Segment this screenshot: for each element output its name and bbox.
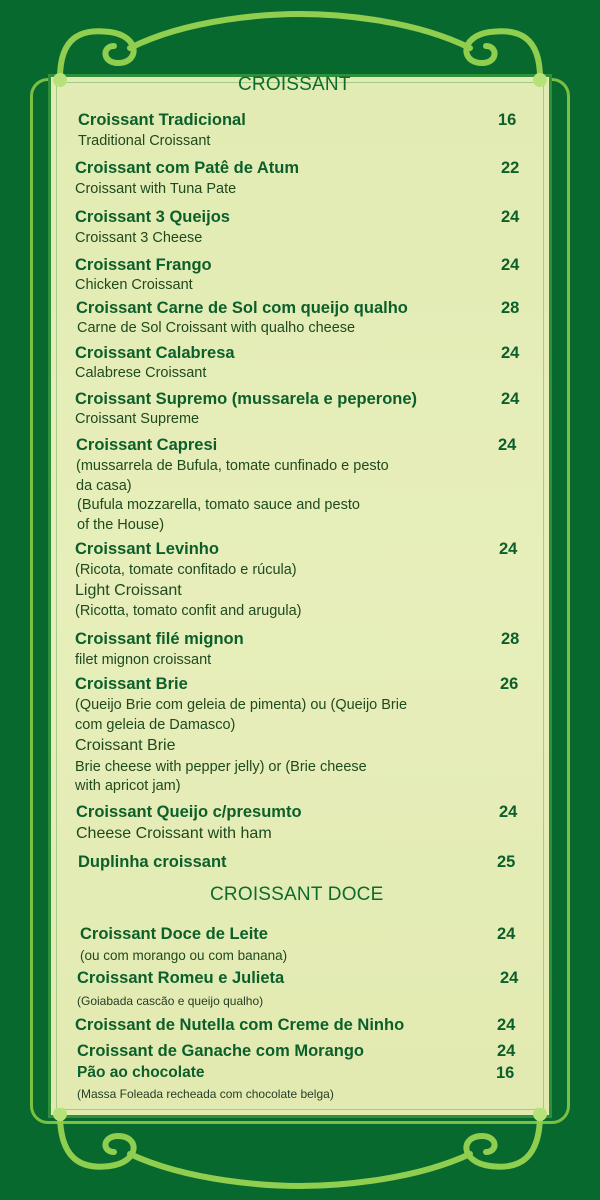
item-name: Croissant Doce de Leite [80, 925, 268, 943]
item-name: Duplinha croissant [78, 853, 227, 871]
item-desc: Carne de Sol Croissant with qualho cheese [77, 320, 356, 336]
item-name: Croissant filé mignon [75, 630, 244, 648]
item-desc: Croissant 3 Cheese [75, 230, 203, 246]
item-name: Croissant Calabresa [75, 344, 235, 362]
item-desc: Brie cheese with pepper jelly) or (Brie cheese [75, 759, 367, 775]
item-name: Croissant Carne de Sol com queijo qualho [76, 299, 408, 317]
item-price: 24 [501, 208, 520, 226]
item-desc: (Massa Foleada recheada com chocolate belga) [77, 1087, 334, 1101]
item-name: Croissant de Nutella com Creme de Ninho [75, 1016, 405, 1034]
section-title-croissant-doce: CROISSANT DOCE [210, 884, 384, 905]
item-name: Pão ao chocolate [77, 1064, 205, 1081]
item-price: 28 [501, 299, 520, 317]
item-desc: Croissant with Tuna Pate [75, 181, 237, 197]
item-price: 22 [501, 159, 520, 177]
item-price: 24 [501, 390, 520, 408]
item-price: 24 [501, 256, 520, 274]
item-name: Croissant Romeu e Julieta [77, 969, 285, 987]
item-price: 24 [497, 1042, 516, 1060]
item-price: 24 [499, 540, 518, 558]
item-name: Croissant Levinho [75, 540, 219, 558]
item-name: Croissant com Patê de Atum [75, 159, 300, 177]
item-price: 24 [500, 969, 519, 987]
item-desc: filet mignon croissant [75, 652, 212, 668]
item-name: Croissant Capresi [76, 436, 218, 454]
item-desc: Calabrese Croissant [75, 365, 207, 381]
section-title-croissant: CROISSANT [238, 74, 351, 95]
item-price: 24 [498, 436, 517, 454]
item-desc: da casa) [76, 478, 132, 494]
item-name: Croissant Supremo (mussarela e peperone) [75, 390, 418, 408]
item-name: Croissant Frango [75, 256, 212, 274]
item-desc: (Ricota, tomate confitado e rúcula) [75, 562, 297, 578]
item-price: 26 [500, 675, 519, 693]
item-name: Croissant de Ganache com Morango [77, 1042, 364, 1060]
item-desc: (Bufula mozzarella, tomato sauce and pesto [77, 497, 360, 513]
item-desc: (Ricotta, tomato confit and arugula) [75, 603, 302, 619]
item-desc: (Queijo Brie com geleia de pimenta) ou (Queijo Brie [75, 697, 408, 713]
item-price: 25 [497, 853, 516, 871]
item-name: Croissant 3 Queijos [75, 208, 230, 226]
item-desc: (Goiabada cascão e queijo qualho) [77, 994, 264, 1008]
item-price: 28 [501, 630, 520, 648]
item-desc: (mussarrela de Bufula, tomate cunfinado e pesto [76, 458, 389, 474]
item-desc: Light Croissant [75, 582, 182, 599]
item-desc: Cheese Croissant with ham [76, 825, 272, 842]
item-price: 24 [497, 1016, 516, 1034]
item-desc: Traditional Croissant [78, 133, 211, 149]
item-price: 24 [499, 803, 518, 821]
item-desc: Croissant Brie [75, 737, 176, 754]
ornament-scroll-icon [40, 1108, 560, 1192]
item-name: Croissant Tradicional [78, 111, 246, 129]
item-desc: Croissant Supreme [75, 411, 200, 427]
item-desc: Chicken Croissant [75, 277, 193, 293]
item-price: 24 [501, 344, 520, 362]
item-desc: of the House) [77, 517, 165, 533]
item-price: 24 [497, 925, 516, 943]
item-price: 16 [496, 1064, 515, 1082]
item-desc: with apricot jam) [75, 778, 181, 794]
item-desc: com geleia de Damasco) [75, 717, 236, 733]
item-price: 16 [498, 111, 517, 129]
item-name: Croissant Queijo c/presumto [76, 803, 302, 821]
item-desc: (ou com morango ou com banana) [80, 948, 288, 963]
item-name: Croissant Brie [75, 675, 188, 693]
